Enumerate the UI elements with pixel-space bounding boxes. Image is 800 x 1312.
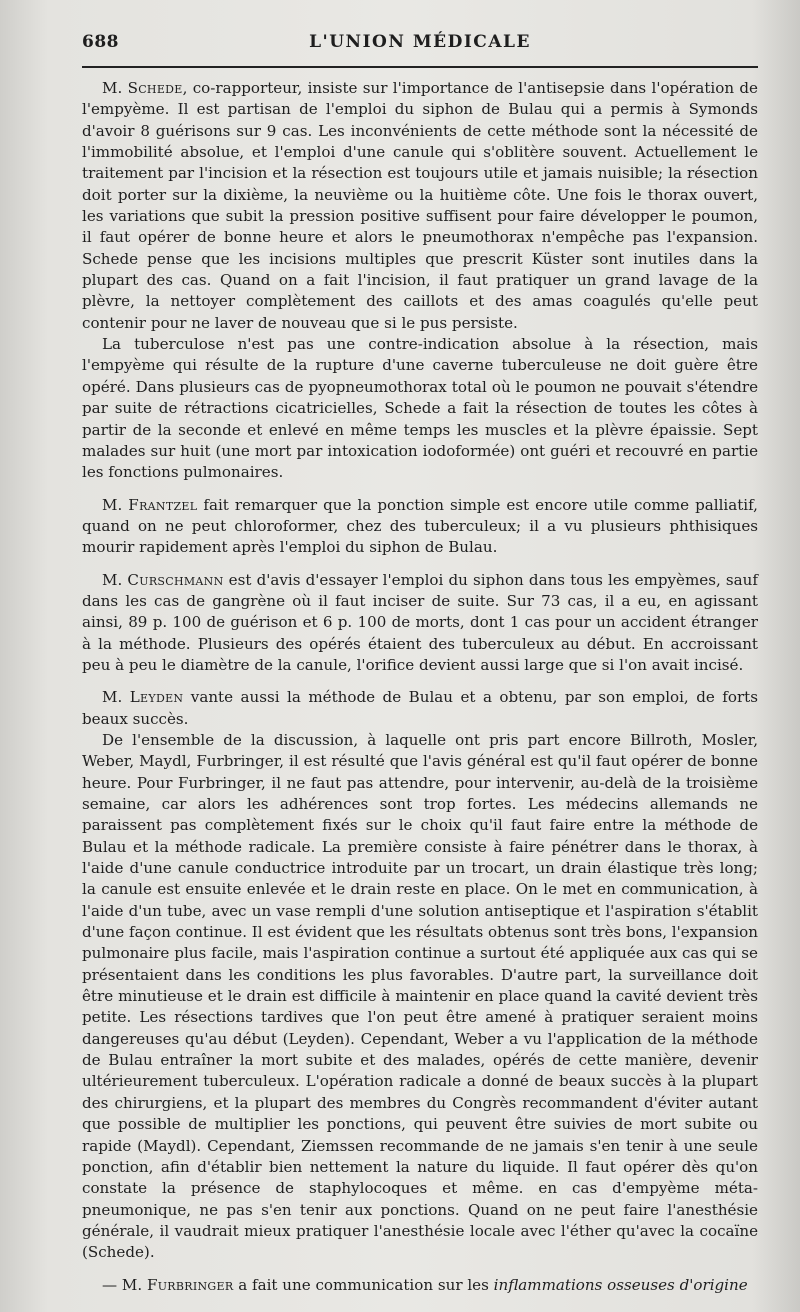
article-body bbox=[82, 78, 758, 1296]
paragraph-tuberculose: La tuberculose n'est pas une contre-indication absolue à la résection, mais l'empyème qui résulte de la rupture d'une caverne tuberculeuse ne doit guère être opéré. Dans plusieurs cas de pyopneumothorax total où le poumon ne pouvait s'étendre par suite de rétractions cicatricielles, Schede a fait la résection de toutes les côtes à partir de la seconde et enlevé en même temps les muscles et la plèvre épaissie. Sept malades sur huit (une mort par intoxication iodoformée) ont guéri et recouvré en partie les fonctions pulmonaires. bbox=[82, 335, 758, 482]
page-number: 688 bbox=[82, 32, 119, 52]
running-title: L'UNION MÉDICALE bbox=[309, 32, 531, 52]
speaker-name: Leyden bbox=[129, 688, 184, 707]
speaker-prefix: M. bbox=[102, 570, 128, 589]
paragraph-schede bbox=[82, 78, 758, 334]
paragraph-text: a fait une communication sur les bbox=[233, 1275, 494, 1294]
speaker-name: Furbringer bbox=[146, 1275, 234, 1294]
paragraph-discussion: De l'ensemble de la discussion, à laquelle ont pris part encore Billroth, Mosler, Weber, Maydl, Furbringer, il est résulté que l'avis général est qu'il faut opérer de bonne heure. Pour Furbringer, il ne faut pas attendre, pour intervenir, au-delà de la troisième semaine, car alors les adhérences sont trop fortes. Les médecins allemands ne paraissent pas complètement fixés sur le choix qu'il faut faire entre la méthode de Bulau et la méthode radicale. La première consiste à faire pénétrer dans le thorax, à l'aide d'une canule conductrice introduite par un trocart, un drain élastique très long; la canule est ensuite enlevée et le drain reste en place. On le met en communication, à l'aide d'un tube, avec un vase rempli d'une solution antiseptique et l'aspiration s'établit d'une façon continue. Il est évident que les résultats obtenus sont très bons, l'expansion pulmonaire plus facile, mais l'aspiration continue a surtout été appliquée aux cas qui se présentaient dans les conditions les plus favorables. D'autre part, la surveillance doit être minutieuse et le drain est difficile à maintenir en place quand la cavité devient très petite. Les résections tardives que l'on peut être amené à pratiquer seraient moins dangereuses qu'au début (Leyden). Cependant, Weber a vu l'application de la méthode de Bulau entraîner la mort subite et des malades, opérés de cette manière, devenir ultérieurement tuberculeux. L'opération radicale a donné de beaux succès à la plupart des chirurgiens, et la plupart des membres du Congrès recommandent d'éviter autant que possible de multiplier les ponctions, qui peuvent être suivies de mort subite ou rapide (Maydl). Cependant, Ziemssen recommande de ne jamais s'en tenir à une seule ponction, afin d'établir bien nettement la nature du liquide. Il faut opérer dès qu'on constate la présence de staphylocoques et même. en cas d'empyème méta-pneumonique, ne pas s'en tenir aux ponctions. Quand on ne peut faire l'anesthésie générale, il vaudrait mieux pratiquer l'anesthésie locale avec l'éther qu'avec la cocaïne (Schede). bbox=[82, 730, 758, 1262]
page-header bbox=[82, 28, 758, 58]
paragraph-leyden bbox=[82, 687, 758, 730]
paragraph-furbringer bbox=[82, 1275, 758, 1296]
paragraph-text: vante aussi la méthode de Bulau et a obtenu, par son emploi, de forts beaux succès. bbox=[82, 688, 758, 728]
paragraph-frantzel bbox=[82, 495, 758, 559]
italic-phrase: inflammations osseuses d'origine bbox=[493, 1275, 748, 1294]
paragraph-text: est d'avis d'essayer l'emploi du siphon dans tous les empyèmes, sauf dans les cas de gangrène où il faut inciser de suite. Sur 73 cas, il a eu, en agissant ainsi, 89 p. 100 de guérison et 6 p. 100 de morts, dont 1 cas pour un accident étranger à la méthode. Plusieurs des opérés étaient des tuberculeux au début. En accroissant peu à peu le diamètre de la canule, l'orifice devient aussi large que si l'on avait incisé. bbox=[82, 570, 758, 674]
paragraph-text: fait remarquer que la ponction simple est encore utile comme palliatif, quand on ne peut chloroformer, chez des tuberculeux; il a vu plusieurs phthisiques mourir rapidement après l'emploi du siphon de Bulau. bbox=[82, 495, 758, 557]
speaker-prefix: M. bbox=[102, 495, 129, 514]
speaker-prefix: M. bbox=[102, 79, 128, 97]
speaker-name: Schede bbox=[127, 79, 183, 97]
header-rule bbox=[82, 66, 758, 68]
paragraph-text: , co-rapporteur, insiste sur l'importance de l'antisepsie dans l'opération de l'empyème. Il est partisan de l'emploi du siphon de Bulau qui a permis à Symonds d'avoir 8 guérisons sur 9 cas. Les inconvénients de cette méthode sont la nécessité de l'immobilité absolue, et l'emploi d'une canule qui s'oblitère souvent. Actuellement le traitement par l'incision et la résection est toujours utile et jamais nuisible; la résection doit porter sur la dixième, la neuvième ou la huitième côte. Une fois le thorax ouvert, les variations que subit la pression positive suffisent pour faire développer le poumon, il faut opérer de bonne heure et alors le pneumothorax n'empêche pas l'expansion. Schede pense que les incisions multiples que prescrit Küster sont inutiles dans la plupart des cas. Quand on a fait l'incision, il faut pratiquer un grand lavage de la plèvre, la nettoyer complètement des caillots et des amas coagulés qu'elle peut contenir pour ne laver de nouveau que si le pus persiste. bbox=[82, 79, 758, 332]
speaker-name: Curschmann bbox=[127, 570, 224, 589]
speaker-prefix: M. bbox=[102, 688, 130, 707]
paragraph-curschmann bbox=[82, 570, 758, 677]
speaker-prefix: — M. bbox=[102, 1275, 147, 1294]
speaker-name: Frantzel bbox=[128, 495, 198, 514]
